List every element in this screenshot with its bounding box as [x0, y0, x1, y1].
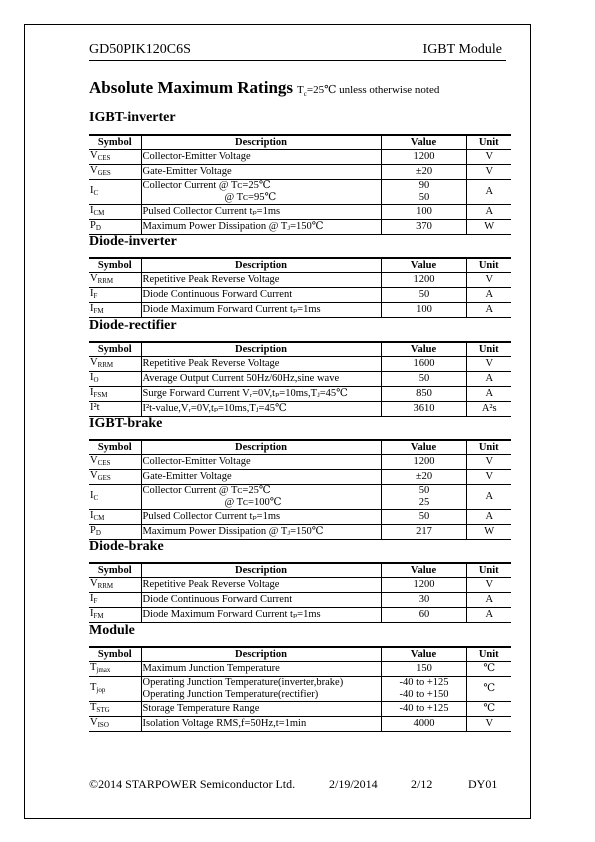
symbol-cell: IFSM [89, 387, 141, 402]
unit-cell: V [466, 717, 511, 732]
table-row [89, 303, 511, 318]
unit-cell: V [466, 470, 511, 485]
description-cell: Collector-Emitter Voltage [141, 455, 381, 470]
col-header-description: Description [141, 647, 381, 662]
symbol-cell: IF [89, 288, 141, 303]
col-header-symbol: Symbol [89, 647, 141, 662]
symbol-cell: IFM [89, 303, 141, 318]
table-row [89, 677, 511, 702]
unit-cell: V [466, 165, 511, 180]
description-cell: Pulsed Collector Current tₚ=1ms [141, 510, 381, 525]
symbol-cell: TSTG [89, 702, 141, 717]
table-row [89, 455, 511, 470]
value-cell: 90 50 [381, 180, 466, 205]
col-header-value: Value [381, 135, 466, 150]
symbol-cell: VRRM [89, 273, 141, 288]
table-row [89, 510, 511, 525]
value-cell: 1200 [381, 578, 466, 593]
unit-cell: W [466, 220, 511, 235]
part-number: GD50PIK120C6S [89, 42, 191, 57]
symbol-cell: Tjop [89, 677, 141, 702]
value-cell: 30 [381, 593, 466, 608]
col-header-unit: Unit [466, 440, 511, 455]
col-header-value: Value [381, 258, 466, 273]
unit-cell: V [466, 150, 511, 165]
value-cell: 100 [381, 303, 466, 318]
col-header-value: Value [381, 563, 466, 578]
symbol-cell: IC [89, 485, 141, 510]
value-cell: 1200 [381, 273, 466, 288]
symbol-cell: IC [89, 180, 141, 205]
col-header-symbol: Symbol [89, 563, 141, 578]
table-row [89, 180, 511, 205]
unit-cell: A [466, 510, 511, 525]
page-title [89, 78, 439, 98]
value-cell: 50 25 [381, 485, 466, 510]
symbol-cell: VCES [89, 455, 141, 470]
unit-cell: ℃ [466, 702, 511, 717]
col-header-unit: Unit [466, 258, 511, 273]
unit-cell: V [466, 455, 511, 470]
description-cell: Maximum Power Dissipation @ Tⱼ=150℃ [141, 525, 381, 540]
description-cell: Repetitive Peak Reverse Voltage [141, 357, 381, 372]
value-cell: 1200 [381, 455, 466, 470]
symbol-cell: Tjmax [89, 662, 141, 677]
col-header-unit: Unit [466, 342, 511, 357]
unit-cell: A [466, 303, 511, 318]
col-header-unit: Unit [466, 647, 511, 662]
description-cell: Surge Forward Current Vᵣ=0V,tₚ=10ms,Tⱼ=45℃ [141, 387, 381, 402]
section-title: IGBT-brake [89, 416, 163, 431]
description-cell: Gate-Emitter Voltage [141, 470, 381, 485]
section-title: Diode-rectifier [89, 318, 177, 333]
description-cell: Maximum Junction Temperature [141, 662, 381, 677]
col-header-value: Value [381, 647, 466, 662]
col-header-description: Description [141, 563, 381, 578]
table-row [89, 357, 511, 372]
value-cell: ±20 [381, 165, 466, 180]
table-row [89, 372, 511, 387]
document-type: IGBT Module [422, 42, 502, 57]
value-cell: 50 [381, 510, 466, 525]
symbol-cell: PD [89, 220, 141, 235]
unit-cell: A [466, 485, 511, 510]
col-header-description: Description [141, 440, 381, 455]
title-condition: $T_c=25℃$ unless otherwise noted [297, 84, 440, 99]
ratings-table [89, 439, 511, 540]
col-header-symbol: Symbol [89, 135, 141, 150]
value-cell: 217 [381, 525, 466, 540]
unit-cell: A [466, 608, 511, 623]
table-row [89, 273, 511, 288]
symbol-cell: IF [89, 593, 141, 608]
unit-cell: V [466, 578, 511, 593]
unit-cell: A [466, 180, 511, 205]
ratings-table [89, 341, 511, 417]
unit-cell: A [466, 288, 511, 303]
symbol-cell: VCES [89, 150, 141, 165]
value-cell: ±20 [381, 470, 466, 485]
section-title: Module [89, 623, 135, 638]
value-cell: 3610 [381, 402, 466, 417]
symbol-cell: PD [89, 525, 141, 540]
unit-cell: V [466, 273, 511, 288]
col-header-description: Description [141, 342, 381, 357]
table-row [89, 220, 511, 235]
table-row [89, 717, 511, 732]
description-cell: Diode Continuous Forward Current [141, 288, 381, 303]
unit-cell: A²s [466, 402, 511, 417]
table-row [89, 662, 511, 677]
col-header-symbol: Symbol [89, 440, 141, 455]
col-header-symbol: Symbol [89, 258, 141, 273]
symbol-cell: ICM [89, 510, 141, 525]
unit-cell: A [466, 387, 511, 402]
col-header-symbol: Symbol [89, 342, 141, 357]
table-row [89, 387, 511, 402]
description-cell: Maximum Power Dissipation @ Tⱼ=150℃ [141, 220, 381, 235]
table-row [89, 205, 511, 220]
table-row [89, 485, 511, 510]
description-cell: Repetitive Peak Reverse Voltage [141, 273, 381, 288]
col-header-value: Value [381, 440, 466, 455]
description-cell: Average Output Current 50Hz/60Hz,sine wave [141, 372, 381, 387]
col-header-unit: Unit [466, 563, 511, 578]
symbol-cell: VGES [89, 165, 141, 180]
description-cell: Collector Current @ Tᴄ=25℃ @ Tᴄ=95℃ [141, 180, 381, 205]
header-rule [89, 60, 506, 61]
unit-cell: ℃ [466, 677, 511, 702]
value-cell: 370 [381, 220, 466, 235]
ratings-table [89, 562, 511, 623]
description-cell: Gate-Emitter Voltage [141, 165, 381, 180]
symbol-cell: VRRM [89, 578, 141, 593]
value-cell: 150 [381, 662, 466, 677]
description-cell: Diode Continuous Forward Current [141, 593, 381, 608]
description-cell: Operating Junction Temperature(inverter,brake) Operating Junction Temperature(rectifier) [141, 677, 381, 702]
table-row [89, 593, 511, 608]
footer-page: 2/12 [411, 777, 433, 791]
section-title: Diode-brake [89, 539, 164, 554]
ratings-table [89, 257, 511, 318]
table-row [89, 470, 511, 485]
unit-cell: ℃ [466, 662, 511, 677]
symbol-cell: VISO [89, 717, 141, 732]
value-cell: 1600 [381, 357, 466, 372]
value-cell: 50 [381, 372, 466, 387]
value-cell: 1200 [381, 150, 466, 165]
description-cell: Storage Temperature Range [141, 702, 381, 717]
table-row [89, 608, 511, 623]
table-row [89, 525, 511, 540]
col-header-value: Value [381, 342, 466, 357]
section-title: Diode-inverter [89, 234, 177, 249]
description-cell: Diode Maximum Forward Current tₚ=1ms [141, 608, 381, 623]
unit-cell: A [466, 205, 511, 220]
description-cell: Repetitive Peak Reverse Voltage [141, 578, 381, 593]
table-row [89, 702, 511, 717]
description-cell: Collector-Emitter Voltage [141, 150, 381, 165]
symbol-cell: I²t [89, 402, 141, 417]
symbol-cell: VGES [89, 470, 141, 485]
symbol-cell: VRRM [89, 357, 141, 372]
description-cell: Diode Maximum Forward Current tₚ=1ms [141, 303, 381, 318]
value-cell: -40 to +125 [381, 702, 466, 717]
ratings-table [89, 134, 511, 235]
description-cell: Pulsed Collector Current tₚ=1ms [141, 205, 381, 220]
col-header-description: Description [141, 135, 381, 150]
unit-cell: A [466, 593, 511, 608]
description-cell: Isolation Voltage RMS,f=50Hz,t=1min [141, 717, 381, 732]
title-main: Absolute Maximum Ratings [89, 78, 294, 97]
symbol-cell: IO [89, 372, 141, 387]
value-cell: 100 [381, 205, 466, 220]
unit-cell: W [466, 525, 511, 540]
description-cell: Collector Current @ Tᴄ=25℃ @ Tᴄ=100℃ [141, 485, 381, 510]
col-header-unit: Unit [466, 135, 511, 150]
table-row [89, 578, 511, 593]
value-cell: 850 [381, 387, 466, 402]
col-header-description: Description [141, 258, 381, 273]
unit-cell: A [466, 372, 511, 387]
value-cell: 60 [381, 608, 466, 623]
table-row [89, 150, 511, 165]
footer-copyright: ©2014 STARPOWER Semiconductor Ltd. [89, 777, 296, 791]
footer-date: 2/19/2014 [329, 777, 378, 791]
symbol-cell: IFM [89, 608, 141, 623]
value-cell: -40 to +125 -40 to +150 [381, 677, 466, 702]
table-row [89, 288, 511, 303]
table-row [89, 402, 511, 417]
value-cell: 4000 [381, 717, 466, 732]
description-cell: I²t-value,Vᵣ=0V,tₚ=10ms,Tⱼ=45℃ [141, 402, 381, 417]
unit-cell: V [466, 357, 511, 372]
section-title: IGBT-inverter [89, 110, 176, 125]
symbol-cell: ICM [89, 205, 141, 220]
ratings-table [89, 646, 511, 732]
table-row [89, 165, 511, 180]
value-cell: 50 [381, 288, 466, 303]
footer-revision: DY01 [468, 777, 498, 791]
